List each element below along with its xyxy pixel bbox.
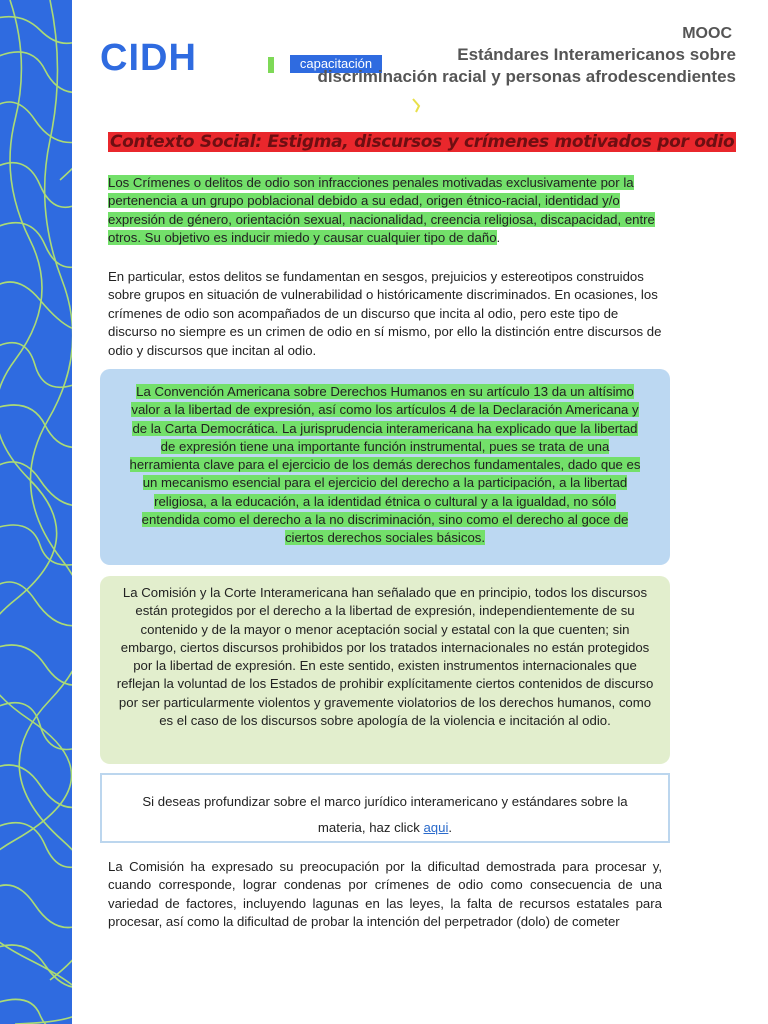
section-title-text: Contexto Social: Estigma, discursos y crímenes motivados por odio: [110, 132, 735, 152]
further-reading-link[interactable]: aqui: [423, 820, 449, 835]
course-label: MOOC: [682, 25, 732, 42]
section-title: [108, 132, 736, 152]
course-title-line2: discriminación racial y personas afrodescendientes: [317, 67, 736, 86]
course-title-line1: Estándares Interamericanos sobre: [457, 45, 736, 64]
logo-accent-bar: [268, 57, 274, 73]
highlighted-text: Los Crímenes o delitos de odio son infracciones penales motivadas exclusivamente por la pertenencia a un grupo poblacional debido a su edad, origen étnico-racial, identidad y/o expresión de género, orientación sexual, nacionalidad, creencia religiosa, discapacidad, entre otros. Su objetivo es inducir miedo y causar cualquier tipo de daño: [108, 175, 655, 246]
paragraph-end-mark: .: [496, 230, 501, 246]
callout-convention-text: La Convención Americana sobre Derechos Humanos en su artículo 13 da un altísimo valor a la libertad de expresión, así como los artículos 4 de la Declaración Americana y de la Carta Democrática. La jurisprudencia interamericana ha explicado que la libertad de expresión tiene una importante función instrumental, pues se trata de una herramienta clave para el ejercicio de los demás derechos fundamentales, dado que es un mecanismo esencial para el ejercicio del derecho a la participación, a la libertad religiosa, a la educación, a la identidad étnica o cultural y a la igualdad, no sólo entendida como el derecho a la no discriminación, sino como el derecho al goce de ciertos derechos sociales básicos.: [129, 384, 641, 546]
logo-tagline: capacitación: [290, 55, 382, 73]
paragraph-bias-and-discourse: En particular, estos delitos se fundamentan en sesgos, prejuicios y estereotipos construidos sobre grupos en situación de vulnerabilidad o históricamente discriminados. En ocasiones, los crímenes de odio son acompañados de un discurso que incita al odio, pero este tipo de discurso no siempre es un crimen de odio en sí mismo, por ello la distinción entre discursos de odio y discursos que incitan al odio.: [108, 269, 662, 358]
further-reading-box: [100, 773, 670, 843]
further-reading-text: Si deseas profundizar sobre el marco jurídico interamericano y estándares sobre la materia, haz click: [142, 794, 628, 835]
decorative-side-band: [0, 0, 72, 1024]
paragraph-prosecution-difficulty: La Comisión ha expresado su preocupación por la dificultad demostrada para procesar y, cuando corresponde, lograr condenas por crímenes de odio como consecuencia de una variedad de factores, incluyendo lagunas en las leyes, la falta de recursos estatales para procesar, así como la dificultad de probar la intención del perpetrador (dolo) de cometer: [108, 859, 662, 930]
paragraph-hate-crimes-definition: [108, 174, 662, 248]
logo-wordmark: CIDH: [100, 37, 197, 79]
callout-commission-text: La Comisión y la Corte Interamericana han señalado que en principio, todos los discursos están protegidos por el derecho a la libertad de expresión, independientemente de su contenido y de la mayor o menor aceptación social y estatal con la que cuenten; sin embargo, ciertos discursos prohibidos por los tratados internacionales no están protegidos por la libertad de expresión. En este sentido, existen instrumentos internacionales que reflejan la voluntad de los Estados de prohibir explícitamente ciertos contenidos de discurso por ser particularmente violentos y gravemente violatorios de los derechos humanos, como es el caso de los discursos sobre apología de la violencia e incitación al odio.: [116, 585, 654, 729]
course-header: [317, 24, 736, 88]
callout-commission-box: [100, 576, 670, 764]
logo-spark-icon: [412, 98, 426, 114]
callout-convention-box: [100, 369, 670, 565]
contour-lines-pattern: [0, 0, 72, 1024]
further-reading-end: .: [448, 820, 453, 835]
